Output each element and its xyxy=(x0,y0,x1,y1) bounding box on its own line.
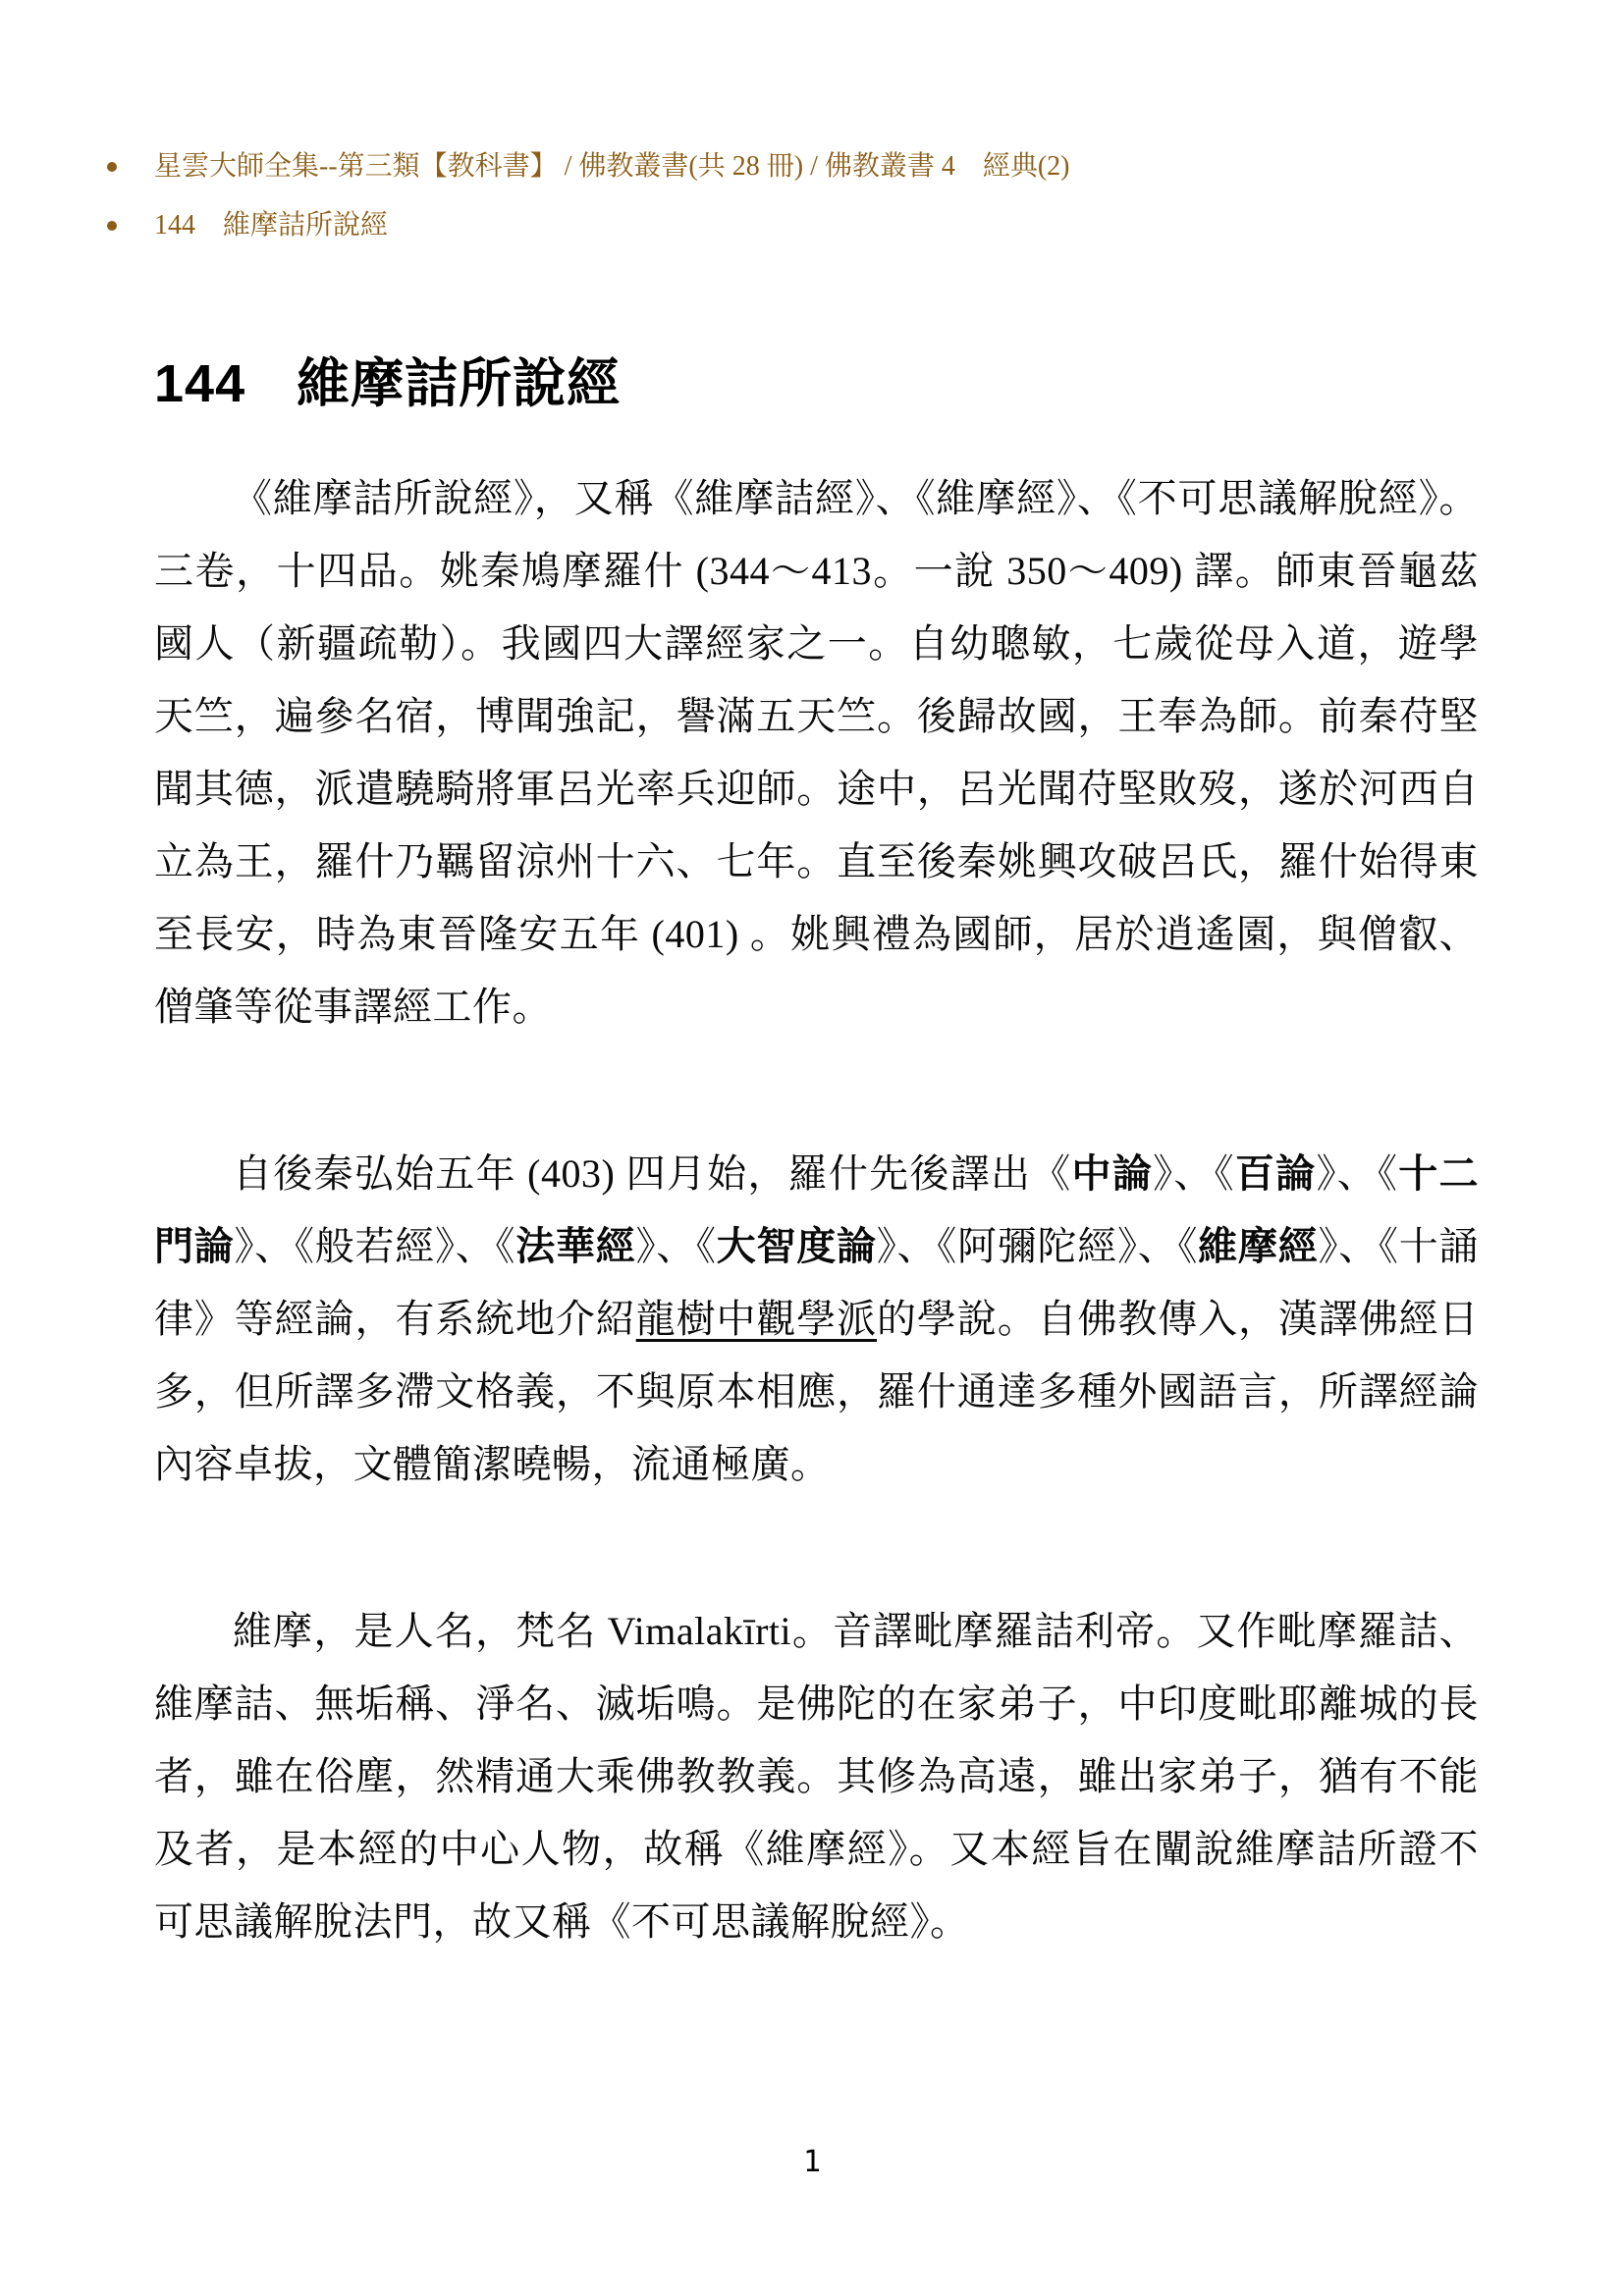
book-title-emphasis: 十二門論 xyxy=(154,1151,1480,1268)
page-title-number: 144 xyxy=(154,354,246,413)
text-segment: 自後秦弘始五年 (403) 四月始，羅什先後譯出《 xyxy=(233,1151,1072,1196)
book-title-emphasis: 百論 xyxy=(1234,1151,1317,1196)
text-segment: 》、《 xyxy=(1316,1151,1399,1196)
book-title-emphasis: 中論 xyxy=(1071,1151,1154,1196)
page-title xyxy=(154,351,1477,416)
book-title-emphasis: 維摩經 xyxy=(1198,1224,1319,1268)
paragraph xyxy=(154,1138,1479,1501)
page-title-text: 維摩詰所說經 xyxy=(297,354,622,413)
breadcrumb-item-collection xyxy=(154,137,1477,196)
text-segment: 《維摩詰所說經》，又稱《維摩詰經》、《維摩經》、《不可思議解脫經》。三卷，十四品。姚秦鳩摩羅什 (344～413。一說 350～409) 譯。師東晉龜茲國人（新疆疏勒）。我國四大譯經家之一。自幼聰敏，七歲從母入道，遊學天竺，遍參名宿，博聞強記，譽滿五天竺。後歸故國，王奉為師。前秦苻堅聞其德，派遣驍騎將軍呂光率兵迎師。途中，呂光聞苻堅敗歿，遂於河西自立為王，羅什乃羈留涼州十六、七年。直至後秦姚興攻破呂氏，羅什始得東至長安，時為東晉隆安五年 (401) 。姚興禮為國師，居於逍遙園，與僧叡、僧肇等從事譯經工作。 xyxy=(154,476,1479,1029)
text-segment: 的學說。自佛教傳入，漢譯佛經日多，但所譯多滯文格義，不與原本相應，羅什通達多種外國語言，所譯經論內容卓拔，文體簡潔曉暢，流通極廣。 xyxy=(154,1297,1479,1486)
text-segment: 》、《阿彌陀經》、《 xyxy=(876,1224,1199,1268)
paragraph xyxy=(154,462,1479,1043)
breadcrumb-link-chapter[interactable]: 144 維摩詰所說經 xyxy=(154,210,389,240)
bullet-icon xyxy=(107,162,117,172)
breadcrumb-link-collection[interactable]: 星雲大師全集--第三類【教科書】 / 佛教叢書(共 28 冊) / 佛教叢書 4 經典(2) xyxy=(154,151,1070,182)
text-segment: 維摩，是人名，梵名 Vimalakīrti。音譯毗摩羅詰利帝。又作毗摩羅詰、維摩詰、無垢稱、淨名、滅垢鳴。是佛陀的在家弟子，中印度毗耶離城的長者，雖在俗塵，然精通大乘佛教教義。其修為高遠，雖出家弟子，猶有不能及者，是本經的中心人物，故稱《維摩經》。又本經旨在闡說維摩詰所證不可思議解脫法門，故又稱《不可思議解脫經》。 xyxy=(154,1609,1479,1944)
breadcrumb xyxy=(0,0,1624,255)
article-body xyxy=(154,462,1479,1958)
breadcrumb-item-chapter xyxy=(154,196,1477,255)
page-number: 1 xyxy=(802,2145,822,2179)
text-segment: 》、《 xyxy=(1153,1151,1235,1196)
underlined-term: 龍樹中觀學派 xyxy=(635,1297,878,1341)
text-segment: 》、《 xyxy=(635,1224,717,1268)
book-title-emphasis: 法華經 xyxy=(515,1224,636,1268)
text-segment: 》、《十誦律》等經論，有系統地介紹 xyxy=(154,1224,1479,1341)
bullet-icon xyxy=(107,221,117,231)
text-segment: 》、《般若經》、《 xyxy=(234,1224,516,1268)
book-title-emphasis: 大智度論 xyxy=(716,1224,877,1268)
paragraph xyxy=(154,1595,1479,1958)
